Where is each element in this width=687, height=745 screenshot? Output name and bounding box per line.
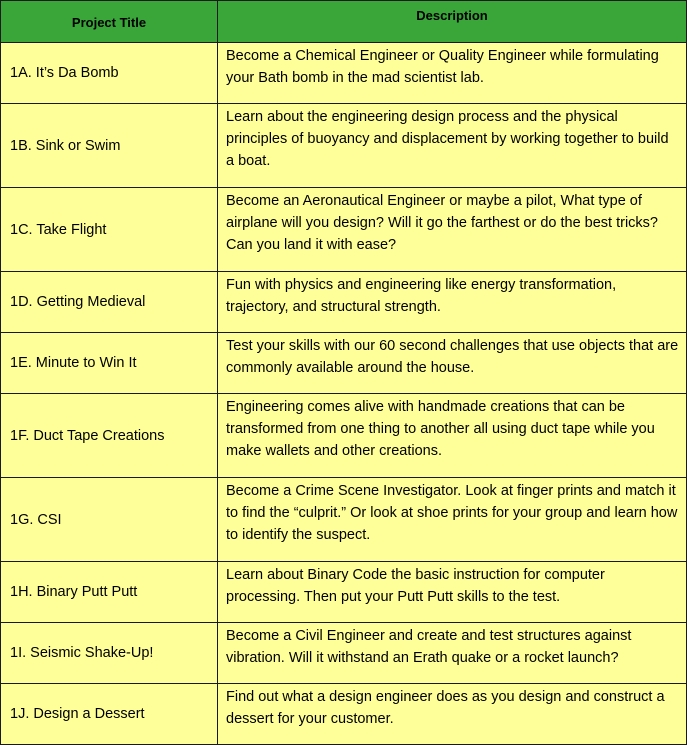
- project-description-cell: Find out what a design engineer does as you design and construct a dessert for your customer.: [218, 684, 687, 745]
- project-title-cell: 1G. CSI: [1, 478, 218, 562]
- project-description-cell: Learn about Binary Code the basic instruction for computer processing. Then put your Putt Putt skills to the test.: [218, 562, 687, 623]
- project-title-cell: 1I. Seismic Shake-Up!: [1, 623, 218, 684]
- project-title-cell: 1B. Sink or Swim: [1, 104, 218, 188]
- project-description-cell: Become a Crime Scene Investigator. Look at finger prints and match it to find the “culprit.” Or look at shoe prints for your group and learn how to identify the suspect.: [218, 478, 687, 562]
- project-title-cell: 1J. Design a Dessert: [1, 684, 218, 745]
- project-title-cell: 1D. Getting Medieval: [1, 272, 218, 333]
- table-header-row: [1, 1, 687, 43]
- project-description-cell: Become a Civil Engineer and create and test structures against vibration. Will it withstand an Erath quake or a rocket launch?: [218, 623, 687, 684]
- column-header-project-title: Project Title: [1, 1, 218, 43]
- table-row: [1, 104, 687, 188]
- table-row: [1, 562, 687, 623]
- project-description-cell: Become an Aeronautical Engineer or maybe a pilot, What type of airplane will you design? Will it go the farthest or do the best tricks? Can you land it with ease?: [218, 188, 687, 272]
- table-row: [1, 333, 687, 394]
- project-description-cell: Test your skills with our 60 second challenges that use objects that are commonly available around the house.: [218, 333, 687, 394]
- project-description-cell: Learn about the engineering design process and the physical principles of buoyancy and displacement by working together to build a boat.: [218, 104, 687, 188]
- table-row: [1, 43, 687, 104]
- table-row: [1, 272, 687, 333]
- project-title-cell: 1C. Take Flight: [1, 188, 218, 272]
- column-header-description: Description: [218, 1, 687, 43]
- project-title-cell: 1A. It’s Da Bomb: [1, 43, 218, 104]
- table-row: [1, 623, 687, 684]
- project-description-cell: Engineering comes alive with handmade creations that can be transformed from one thing to another all using duct tape while you make wallets and other creations.: [218, 394, 687, 478]
- table-row: [1, 478, 687, 562]
- table-row: [1, 684, 687, 745]
- table-row: [1, 188, 687, 272]
- table-row: [1, 394, 687, 478]
- project-title-cell: 1H. Binary Putt Putt: [1, 562, 218, 623]
- project-title-cell: 1F. Duct Tape Creations: [1, 394, 218, 478]
- project-description-cell: Become a Chemical Engineer or Quality Engineer while formulating your Bath bomb in the mad scientist lab.: [218, 43, 687, 104]
- project-description-cell: Fun with physics and engineering like energy transformation, trajectory, and structural strength.: [218, 272, 687, 333]
- project-title-cell: 1E. Minute to Win It: [1, 333, 218, 394]
